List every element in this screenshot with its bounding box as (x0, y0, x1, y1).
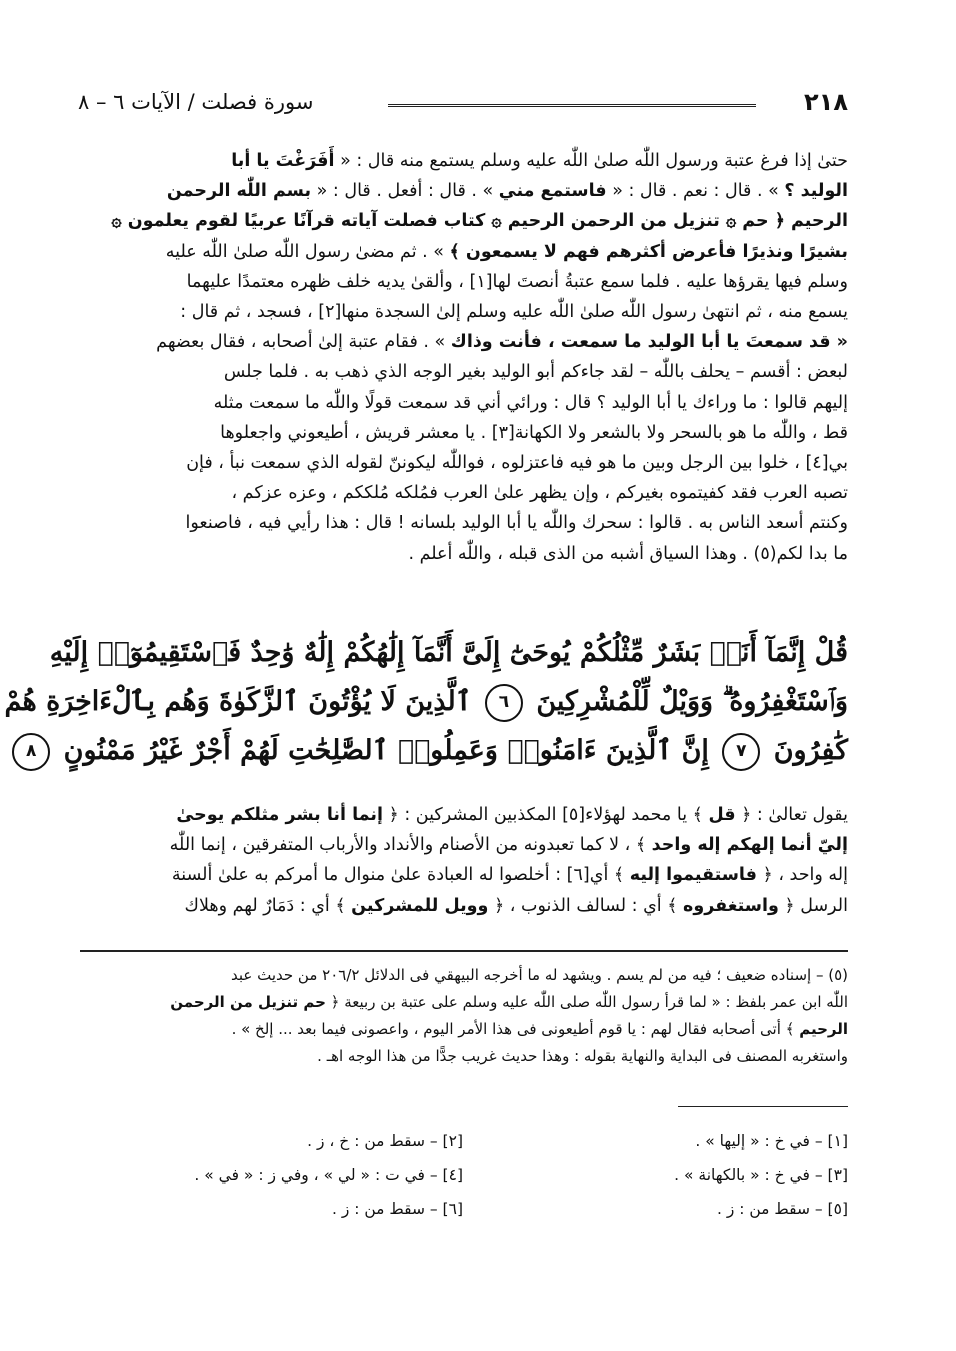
text-segment: » . قال : أفعل . قال : « (311, 181, 499, 202)
ayah-number-marker: ٨ (12, 733, 50, 771)
text-line (80, 297, 848, 327)
text-line (80, 962, 848, 989)
text-line (80, 176, 848, 206)
ayah-number-marker: ٧ (722, 733, 760, 771)
footnote-item: [٥] – سقط من : ز . (716, 1200, 848, 1218)
text-segment: إليهم قالوا : ما وراءك يا أبا الوليد ؟ قال : ورائي أني قد سمعت قولًا واللّٰه ما سمعت مثله (213, 392, 848, 413)
commentary-paragraph-2 (80, 800, 848, 921)
emphasized-text: أَفَرَغْتَ يا أبا (231, 151, 335, 171)
text-note-divider (80, 950, 848, 952)
text-segment: يقول تعالىٰ : ﴿ (735, 805, 848, 825)
emphasized-text: بشيرًا ونذيرًا فأعرض أكثرهم فهم لا يسمعون ﴾ (449, 241, 848, 262)
text-line (4, 677, 848, 726)
text-line (80, 237, 848, 267)
footnote-item: [١] – في خ : « إليها » . (695, 1132, 848, 1150)
text-line (80, 448, 848, 478)
text-segment: واستغربه المصنف فى البداية والنهاية بقوله : وهذا حديث غريب جدًّا من هذا الوجه اهـ . (317, 1047, 848, 1065)
text-segment: قُلْ إِنَّمَآ أَنَا۠ بَشَرٌ مِّثْلُكُمْ يُوحَىٰٓ إِلَىَّ أَنَّمَآ إِلَٰهُكُمْ إِلَٰهٌ وَٰحِدٌ فَٱسْتَقِيمُوٓا۟ إِلَيْهِ (49, 637, 848, 668)
text-segment: إِنَّ ٱلَّذِينَ ءَامَنُوا۟ وَعَمِلُوا۟ ٱلصَّٰلِحَٰتِ لَهُمْ أَجْرٌ غَيْرُ مَمْنُونٍ (54, 735, 719, 766)
footnote-item: [٣] – في خ : « بالكهانة » . (674, 1166, 848, 1184)
text-segment: ﴾ يا محمد لهؤلاء[٥] المكذبين المشركين : ﴿ (382, 805, 709, 825)
text-segment: الرسل ﴿ (778, 895, 848, 916)
text-line (80, 989, 848, 1016)
emphasized-text: حم تنزيل من الرحمن (170, 993, 326, 1011)
text-line (80, 891, 848, 921)
text-segment: وَٱسْتَغْفِرُوهُ ۗ وَوَيْلٌ لِّلْمُشْرِكِينَ (526, 686, 848, 717)
text-line (80, 1043, 848, 1070)
text-line (80, 830, 848, 860)
text-segment: » . قال : نعم . قال : « (606, 181, 785, 202)
emphasized-text: « قد سمعتَ يا أبا الوليد ما سمعت ، فأنت وذاك (450, 332, 848, 353)
text-segment: تصبه العرب فقد كفيتموه بغيركم ، وإن يظهر علىٰ العرب فمُلكه مُلككم ، وعزه عزكم ، (231, 483, 848, 504)
text-line (80, 1016, 848, 1043)
footnote-item: [٦] – سقط من : ز . (331, 1200, 463, 1218)
page-number: ٢١٨ (804, 88, 848, 116)
emphasized-text: فاستمع مني (498, 181, 607, 202)
text-segment: قط ، واللّٰه ما هو بالسحر ولا بالشعر ولا الكهانة[٣] . يا معشر قريش ، أطيعوني واجعلوها (220, 422, 848, 443)
text-segment: يسمع منه ، ثم انتهىٰ رسول اللّٰه صلىٰ اللّٰه عليه وسلم إلىٰ السجدة منها[٢] ، فسجد ، ثم قال : (180, 302, 848, 323)
footnote-row (78, 1192, 848, 1226)
editor-note (80, 962, 848, 1070)
header-rule (388, 104, 756, 107)
text-line (80, 357, 848, 387)
quran-verses-block (4, 628, 848, 775)
emphasized-text: قل (708, 805, 736, 825)
text-segment: » . فقام عتبة إلىٰ أصحابه ، فقال بعضهم (156, 332, 451, 353)
emphasized-text: الرحيم ﴿ حم ۞ تنزيل من الرحمن الرحيم ۞ كتاب فصلت آياته قرآنًا عربيًا لقوم يعلمون ۞ (111, 211, 848, 232)
text-line (80, 800, 848, 830)
emphasized-text: إليّ أنما إلهكم إله واحد (651, 835, 848, 856)
text-line (80, 388, 848, 418)
text-line (80, 267, 848, 297)
text-line (80, 539, 848, 569)
text-segment: ٱلَّذِينَ لَا يُؤْتُونَ ٱلزَّكَوٰةَ وَهُم بِٱلْءَاخِرَةِ هُمْ (4, 686, 481, 717)
text-segment: وكنتم أسعد الناس به . قالوا : سحرك واللّٰه يا أبا الوليد بلسانه ! قال : هذا رأيي فيه ، فاصنعوا (185, 513, 848, 534)
footnote-item: [٢] – سقط من : خ ، ز . (307, 1132, 463, 1150)
text-line (80, 508, 848, 538)
text-segment: إله واحد ، ﴿ (756, 865, 848, 886)
emphasized-text: إنما أنا بشر مثلكم يوحىٰ (176, 805, 383, 825)
commentary-paragraph-1 (80, 146, 848, 569)
text-segment: بي[٤] ، خلوا بين الرجل وبين ما هو فيه فاعتزلوه ، فواللّٰه ليكوننّ لقوله الذي سمعت نبأ ، فإن (186, 453, 848, 474)
footnote-divider (678, 1106, 848, 1107)
text-segment: » . ثم مضىٰ رسول اللّٰه صلىٰ اللّٰه عليه (165, 241, 450, 262)
text-line (80, 206, 848, 236)
ayah-number-marker: ٦ (485, 684, 523, 722)
text-segment: وسلم فيها يقرؤها عليه . فلما سمع عتبةُ أنصتَ لها[١] ، وألقىٰ يديه خلف ظهره معتمدًا عليهما (186, 271, 848, 292)
footnote-item: [٤] – في ت : « لي » ، وفي ز : « في » . (194, 1166, 463, 1184)
emphasized-text: واستغفروه (683, 895, 779, 916)
text-line (26, 726, 848, 775)
page-header (78, 84, 848, 124)
text-line (80, 327, 848, 357)
running-title: سورة فصلت / الآيات ٦ – ٨ (78, 90, 314, 114)
footnotes-grid (78, 1124, 848, 1226)
text-line (80, 860, 848, 890)
emphasized-text: بسم اللّٰه الرحمن (166, 181, 312, 202)
footnote-row (78, 1124, 848, 1158)
text-segment: ﴾ أي : دَمَارٌ لهم وهلاك (184, 895, 352, 916)
text-segment: ﴾ أتى أصحابه فقال لهم : يا قوم أطيعونى فى هذا الأمر اليوم ، واعصونى فيما بعد ... إلخ » . (231, 1020, 800, 1038)
text-segment: اللّٰه ابن عمر بلفظ : « لما قرأ رسول اللّٰه صلى اللّٰه عليه وسلم على عتبة بن ربيعة ﴿ (325, 993, 848, 1011)
text-segment: ﴾ أي : لسالف الذنوب ، ﴿ (488, 895, 684, 916)
text-segment: لبعض : أقسم – يحلف باللّٰه – لقد جاءكم أبو الوليد بغير الوجه الذي ذهب به . فلما جلس (223, 362, 848, 383)
text-segment: (٥) – إسناده ضعيف ؛ فيه من لم يسم . ويشهد له ما أخرجه البيهقي فى الدلائل ٢٠٦/٢ من حديث عبد (230, 966, 848, 984)
text-line (80, 478, 848, 508)
text-segment: ﴾ ، لا كما تعبدونه من الأصنام والأنداد والأرباب المتفرقين ، إنما اللّٰه (169, 835, 652, 856)
emphasized-text: الرحيم (799, 1020, 848, 1038)
text-line (49, 628, 848, 677)
emphasized-text: الوليد ؟ (784, 181, 848, 202)
text-segment: كَٰفِرُونَ (764, 735, 848, 766)
text-segment: ﴾ أي[٦] : أخلصوا له العبادة علىٰ منوال ما أمركم به علىٰ ألسنة (171, 865, 630, 886)
text-segment: ما بدا لكم(٥) . وهذا السياق أشبه من الذى قبله ، واللّٰه أعلم . (408, 543, 848, 564)
emphasized-text: وويل للمشركين (351, 895, 489, 916)
text-line (80, 418, 848, 448)
text-segment: حتىٰ إذا فرغ عتبة ورسول اللّٰه صلىٰ اللّٰه عليه وسلم يستمع منه قال : « (334, 151, 848, 171)
text-line (80, 146, 848, 176)
footnote-row (78, 1158, 848, 1192)
emphasized-text: فاستقيموا إليه (629, 865, 757, 886)
